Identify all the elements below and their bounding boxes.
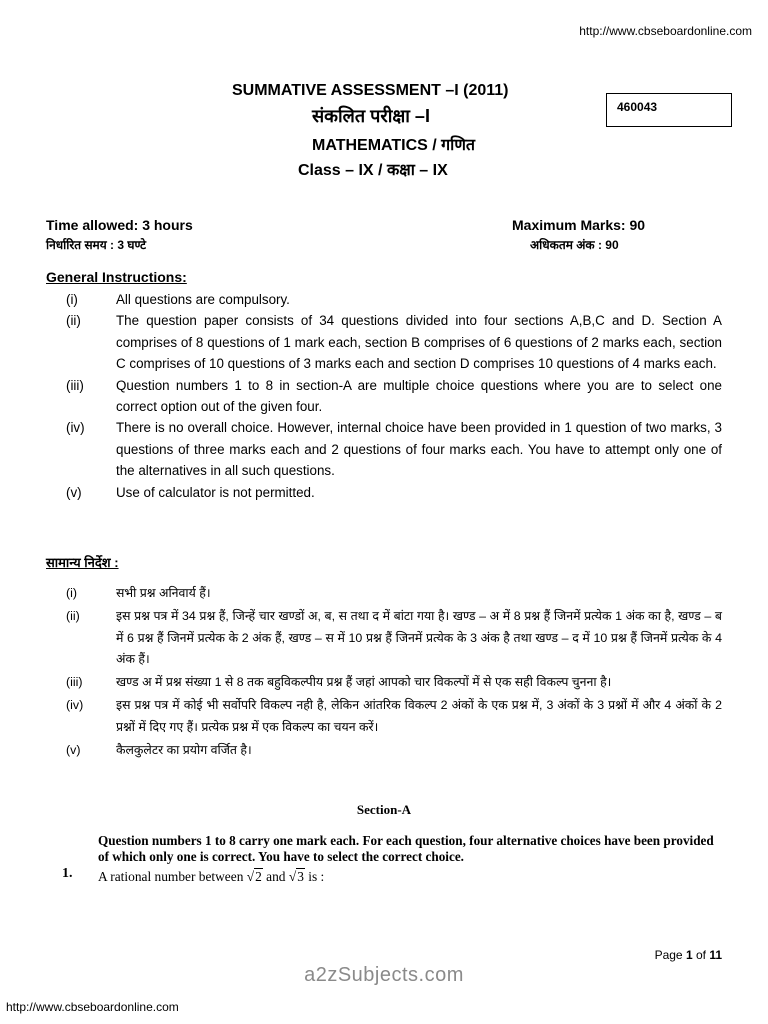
watermark: a2zSubjects.com: [304, 964, 464, 986]
question-text-part: A rational number between: [98, 869, 247, 884]
instructions-list-hindi: [66, 583, 722, 762]
instruction-number: (i): [66, 586, 78, 600]
instructions-list: [66, 289, 722, 503]
question-text-part: is :: [304, 869, 325, 884]
maximum-marks-hindi: अधिकतम अंक : 90: [530, 238, 619, 252]
instruction-number: (ii): [66, 313, 81, 329]
instructions-heading-hindi: सामान्य निर्देश :: [46, 555, 119, 570]
instruction-text: सभी प्रश्न अनिवार्य हैं।: [116, 586, 211, 600]
instruction-number: (iii): [66, 675, 83, 690]
instruction-item: [66, 289, 722, 310]
instruction-item-hindi: [66, 695, 722, 739]
time-allowed-hindi: निर्धारित समय : 3 घण्टे: [46, 238, 147, 252]
exam-title-hindi: संकलित परीक्षा –I: [312, 106, 430, 126]
instruction-number: (i): [66, 292, 78, 307]
page-label: Page: [654, 948, 686, 962]
header-url[interactable]: http://www.cbseboardonline.com: [579, 24, 752, 38]
instruction-text: इस प्रश्न पत्र में कोई भी सर्वोपरि विकल्प नही है, लेकिन आंतरिक विकल्प 2 अंकों के एक प्रश्न में, 3 अंकों के 3 प्रश्नों में और 4 अंकों के 2 प्रश्नों में दिए गए हैं। प्रत्येक प्रश्न में एक विकल्प का चयन करें।: [116, 697, 722, 734]
instruction-number: (iii): [66, 377, 84, 393]
instruction-item-hindi: [66, 672, 722, 694]
exam-title: SUMMATIVE ASSESSMENT –I (2011): [232, 82, 509, 99]
instruction-text: Question numbers 1 to 8 in section-A are multiple choice questions where you are to select one correct option out of the given four.: [116, 377, 722, 415]
footer-url[interactable]: http://www.cbseboardonline.com: [6, 1000, 179, 1014]
instruction-number: (ii): [66, 608, 80, 623]
instruction-number: (iv): [66, 697, 84, 712]
question-text: [98, 869, 324, 885]
page-total: 11: [709, 948, 722, 962]
question-text-part: and: [262, 869, 289, 884]
paper-code: 460043: [617, 100, 658, 114]
sqrt-3: √3: [288, 869, 304, 884]
radicand: 2: [255, 869, 262, 884]
page-of: of: [692, 948, 710, 962]
instruction-text: Use of calculator is not permitted.: [116, 484, 315, 500]
instruction-text: खण्ड अ में प्रश्न संख्या 1 से 8 तक बहुविकल्पीय प्रश्न हैं जहां आपको चार विकल्पों में से एक सही विकल्प चुनना है।: [116, 675, 612, 690]
paper-code-box: [606, 93, 732, 127]
instructions-heading: General Instructions:: [46, 269, 187, 285]
instruction-number: (iv): [66, 420, 85, 436]
instruction-item-hindi: [66, 606, 722, 671]
page-current: 1: [685, 948, 693, 962]
instruction-number: (v): [66, 484, 82, 500]
sqrt-2: √2: [246, 869, 262, 884]
instruction-item: [66, 310, 722, 374]
question-number: 1.: [62, 866, 73, 881]
instruction-item-hindi: [66, 583, 722, 605]
section-instructions: Question numbers 1 to 8 carry one mark each. For each question, four alternative choices have been provided of which only one is correct. You have to select the correct choice.: [98, 833, 714, 864]
instruction-item: [66, 417, 722, 481]
instruction-text: कैलकुलेटर का प्रयोग वर्जित है।: [116, 742, 252, 757]
instruction-text: The question paper consists of 34 questions divided into four sections A,B,C and D. Section A comprises of 8 questions of 1 mark each, section B comprises of 6 questions of 2 marks each, section C comprises of 10 questions of 3 marks each and section D comprises 10 questions of 4 marks each.: [116, 313, 722, 372]
instruction-text: There is no overall choice. However, internal choice have been provided in 1 question of two marks, 3 questions of three marks each and 2 questions of four marks each. You have to attempt only one of the alternatives in all such questions.: [116, 420, 722, 479]
instruction-item: [66, 375, 722, 418]
instruction-number: (v): [66, 742, 81, 757]
instruction-text: इस प्रश्न पत्र में 34 प्रश्न हैं, जिन्हें चार खण्डों अ, ब, स तथा द में बांटा गया है। खण्ड – अ में 8 प्रश्न हैं जिनमें प्रत्येक 1 अंक का है, खण्ड – ब में 6 प्रश्न हैं जिनमें प्रत्येक के 2 अंक हैं, खण्ड – स में 10 प्रश्न हैं जिनमें प्रत्येक के 3 अंक है तथा खण्ड – द में 10 प्रश्न हैं जिनमें प्रत्येक के 4 अंक हैं।: [116, 608, 722, 667]
time-allowed: Time allowed: 3 hours: [46, 217, 193, 233]
section-heading: Section-A: [356, 802, 412, 817]
class-line: Class – IX / कक्षा – IX: [298, 162, 448, 179]
maximum-marks: Maximum Marks: 90: [512, 217, 646, 233]
instruction-text: All questions are compulsory.: [116, 292, 290, 307]
radicand: 3: [297, 869, 304, 884]
subject-title: MATHEMATICS / गणित: [312, 137, 476, 154]
page-number: [655, 948, 722, 962]
instruction-item-hindi: [66, 740, 722, 762]
instruction-item: [66, 482, 722, 503]
